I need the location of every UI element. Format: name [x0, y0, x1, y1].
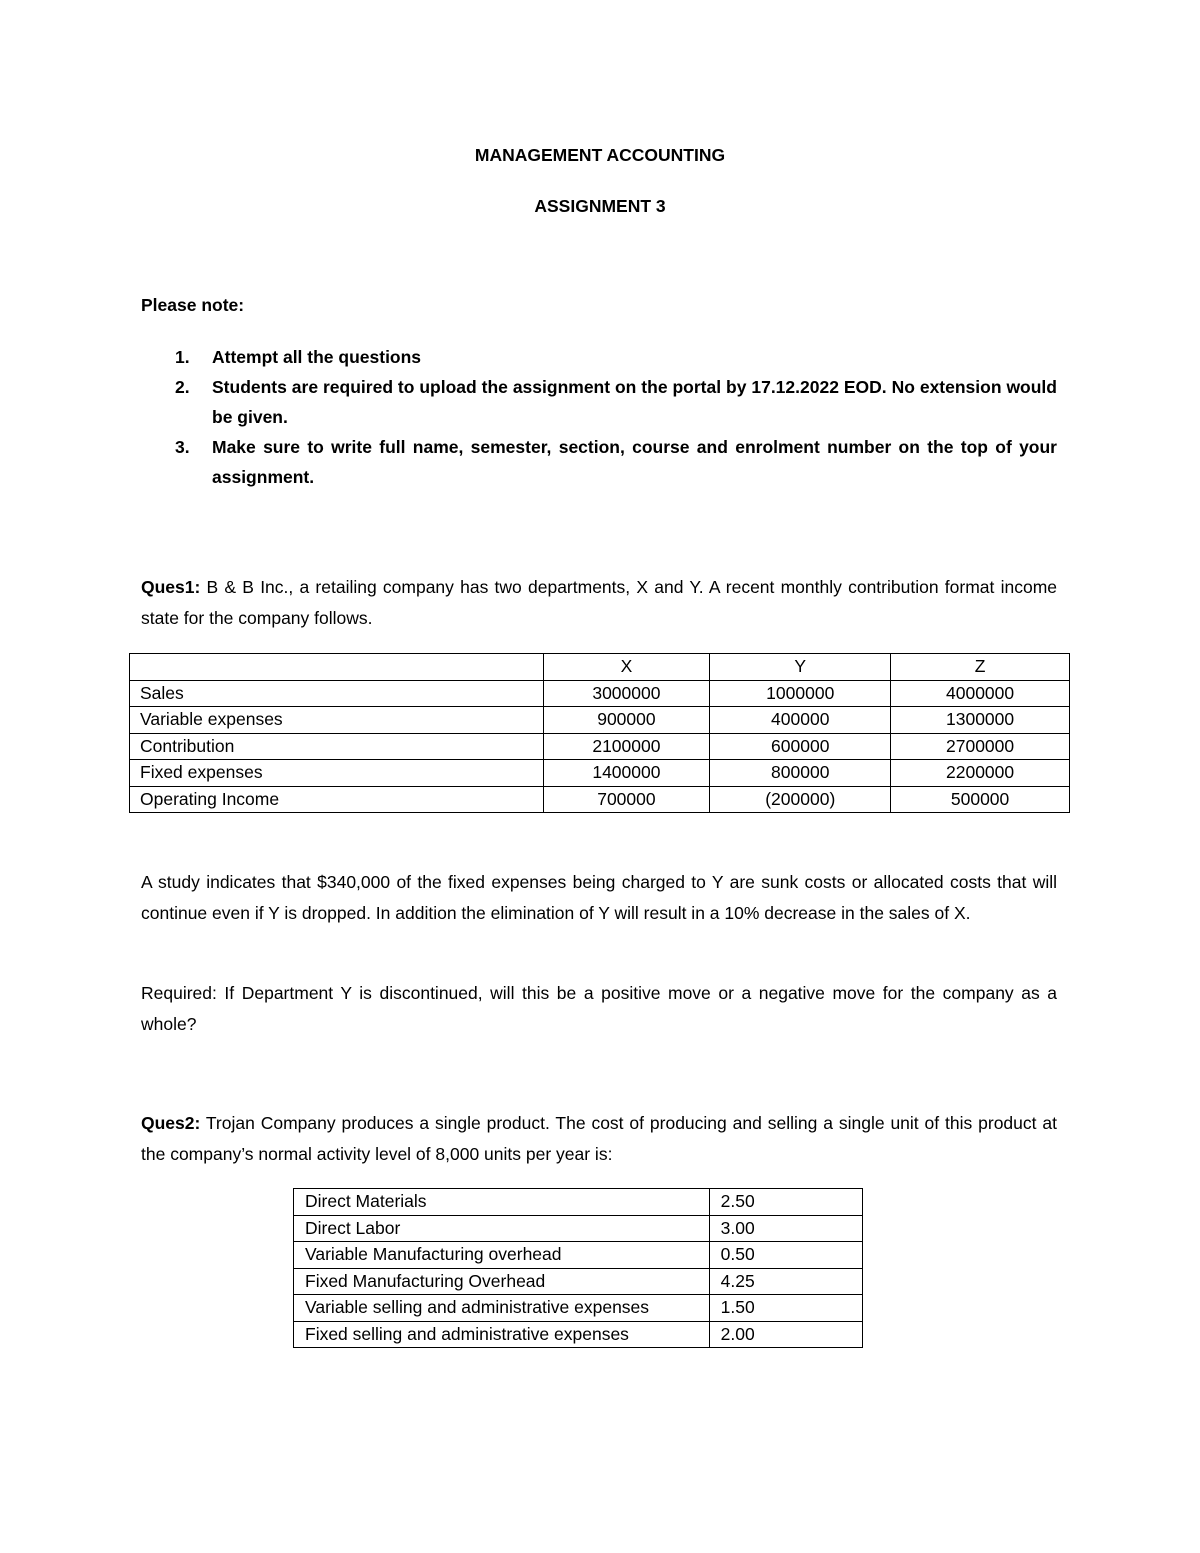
cost-item-label: Variable selling and administrative expenses [294, 1295, 710, 1322]
table-row [294, 1189, 863, 1216]
row-label: Fixed expenses [130, 760, 544, 787]
table-row [294, 1215, 863, 1242]
table-cell: 1300000 [891, 707, 1070, 734]
table-cell: (200000) [710, 786, 891, 813]
table-row [294, 1295, 863, 1322]
table-header-cell: Y [710, 654, 891, 681]
table-cell: 4000000 [891, 680, 1070, 707]
table-row [130, 733, 1070, 760]
table-row [130, 760, 1070, 787]
cost-item-label: Fixed selling and administrative expenses [294, 1321, 710, 1348]
note-text: Make sure to write full name, semester, section, course and enrolment number on the top of your assignment. [212, 437, 1057, 487]
unit-cost-table [293, 1188, 863, 1348]
table-header-cell: Z [891, 654, 1070, 681]
ques2-intro [141, 1108, 1057, 1169]
table-row [130, 786, 1070, 813]
cost-item-label: Fixed Manufacturing Overhead [294, 1268, 710, 1295]
note-number: 1. [175, 347, 190, 367]
table-cell: 3000000 [543, 680, 710, 707]
table-cell: 600000 [710, 733, 891, 760]
table-cell: 900000 [543, 707, 710, 734]
cost-item-value: 4.25 [709, 1268, 862, 1295]
income-statement-table [129, 653, 1070, 813]
cost-item-label: Direct Materials [294, 1189, 710, 1216]
table-cell: 1400000 [543, 760, 710, 787]
table-cell: 500000 [891, 786, 1070, 813]
ques2-text: Trojan Company produces a single product. The cost of producing and selling a single unit of this product at the company’s normal activity level of 8,000 units per year is: [141, 1113, 1057, 1164]
notes-heading: Please note: [141, 295, 245, 315]
row-label: Operating Income [130, 786, 544, 813]
ques1-required-paragraph: Required: If Department Y is discontinued, will this be a positive move or a negative move for the company as a whole? [141, 983, 1057, 1034]
table-cell: 2100000 [543, 733, 710, 760]
course-title: MANAGEMENT ACCOUNTING [474, 145, 726, 165]
ques2-label: Ques2: [141, 1113, 201, 1133]
table-cell: 2700000 [891, 733, 1070, 760]
table-row [130, 680, 1070, 707]
cost-item-label: Variable Manufacturing overhead [294, 1242, 710, 1269]
cost-item-value: 2.00 [709, 1321, 862, 1348]
ques1-intro [141, 572, 1057, 633]
row-label: Variable expenses [130, 707, 544, 734]
row-label: Sales [130, 680, 544, 707]
note-item [141, 372, 1057, 432]
table-header-cell: X [543, 654, 710, 681]
table-cell: 400000 [710, 707, 891, 734]
cost-item-value: 2.50 [709, 1189, 862, 1216]
note-text: Students are required to upload the assignment on the portal by 17.12.2022 EOD. No extension would be given. [212, 377, 1057, 427]
table-cell: 1000000 [710, 680, 891, 707]
table-row [130, 707, 1070, 734]
note-number: 2. [175, 377, 190, 397]
table-header-cell [130, 654, 544, 681]
cost-item-value: 3.00 [709, 1215, 862, 1242]
note-item [141, 342, 1057, 372]
table-row [294, 1321, 863, 1348]
cost-item-value: 1.50 [709, 1295, 862, 1322]
cost-item-value: 0.50 [709, 1242, 862, 1269]
note-item [141, 432, 1057, 492]
table-cell: 700000 [543, 786, 710, 813]
cost-item-label: Direct Labor [294, 1215, 710, 1242]
table-header-row [130, 654, 1070, 681]
note-text: Attempt all the questions [212, 347, 422, 367]
row-label: Contribution [130, 733, 544, 760]
ques1-study-paragraph: A study indicates that $340,000 of the fixed expenses being charged to Y are sunk costs or allocated costs that will continue even if Y is dropped. In addition the elimination of Y will result in a 10% decrease in the sales of X. [141, 872, 1057, 923]
note-number: 3. [175, 437, 190, 457]
assignment-title: ASSIGNMENT 3 [534, 196, 666, 216]
table-cell: 800000 [710, 760, 891, 787]
ques1-text: B & B Inc., a retailing company has two departments, X and Y. A recent monthly contribution format income state for the company follows. [141, 577, 1057, 628]
table-cell: 2200000 [891, 760, 1070, 787]
ques1-label: Ques1: [141, 577, 201, 597]
table-row [294, 1268, 863, 1295]
table-row [294, 1242, 863, 1269]
notes-list [141, 342, 1057, 492]
